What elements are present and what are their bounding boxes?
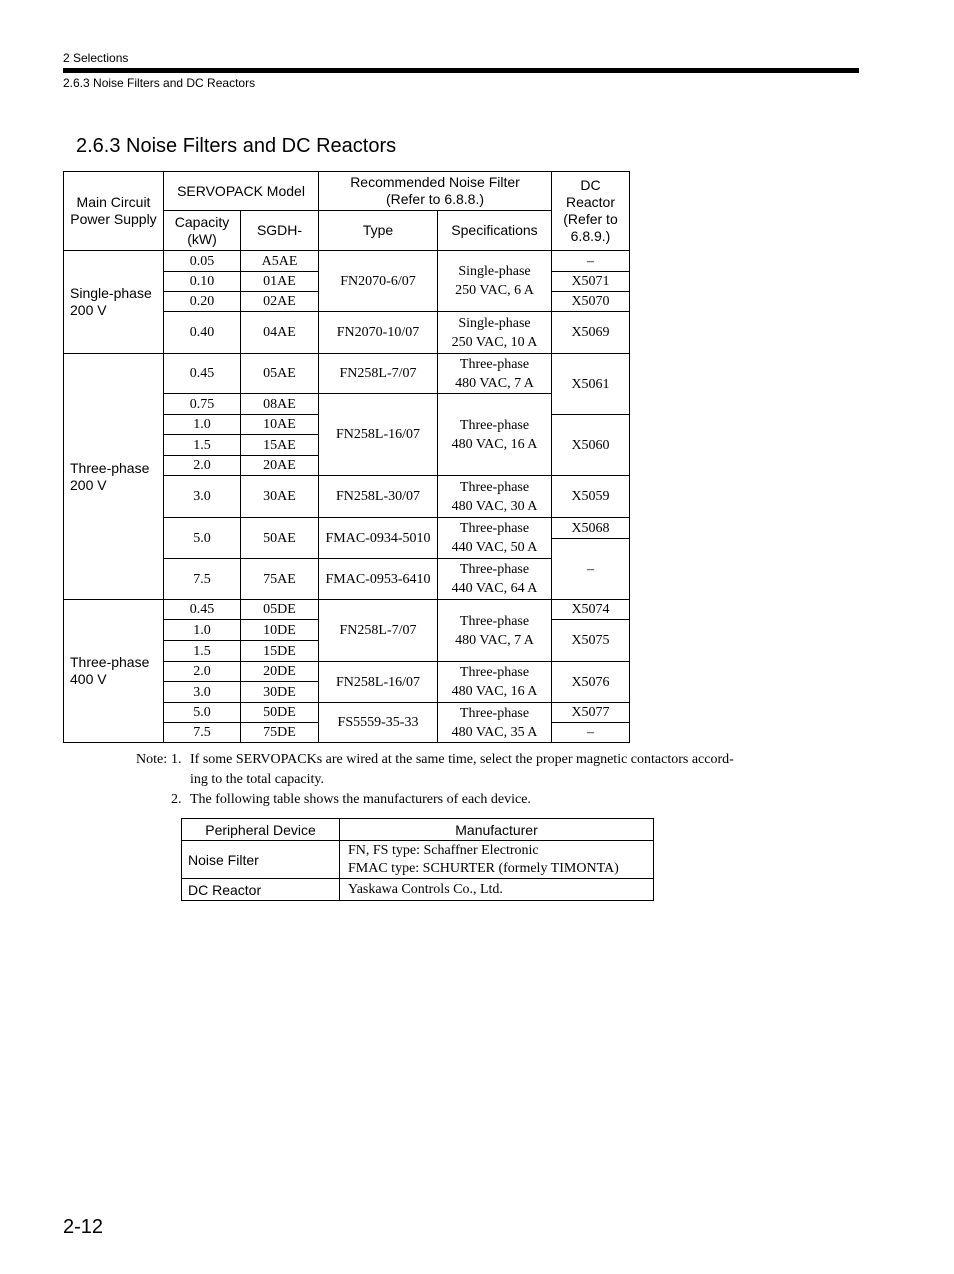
- filter-type-cell: FN2070-6/07: [319, 251, 438, 312]
- section-title: 2.6.3 Noise Filters and DC Reactors: [76, 135, 397, 157]
- spec-cell: [438, 600, 552, 662]
- capacity-cell: 0.40: [164, 312, 241, 354]
- capacity-cell: 0.45: [164, 354, 241, 394]
- spec-rating: 480 VAC, 16 A: [451, 436, 538, 452]
- header-peripheral-device: Peripheral Device: [182, 819, 340, 841]
- spec-cell: [438, 518, 552, 559]
- page-number: 2-12: [63, 1216, 104, 1238]
- model-cell: 10DE: [241, 620, 319, 641]
- spec-rating: 250 VAC, 6 A: [455, 283, 534, 298]
- capacity-cell: 1.5: [164, 641, 241, 662]
- capacity-cell: 0.45: [164, 600, 241, 620]
- note-label: Note:: [136, 752, 168, 767]
- model-cell: 20DE: [241, 662, 319, 682]
- manufacturer-table: [181, 818, 654, 901]
- note-number: 2.: [171, 792, 182, 807]
- spec-rating: 250 VAC, 10 A: [451, 334, 538, 350]
- capacity-cell: 0.20: [164, 292, 241, 312]
- note-number: 1.: [171, 752, 182, 767]
- model-cell: 20AE: [241, 456, 319, 476]
- filter-type-cell: FMAC-0934-5010: [319, 518, 438, 559]
- header-supply: Main Circuit Power Supply: [64, 172, 164, 251]
- spec-rating: 440 VAC, 64 A: [451, 581, 538, 596]
- spec-phase: Three-phase: [459, 613, 530, 629]
- model-cell: 75DE: [241, 723, 319, 743]
- model-cell: 05DE: [241, 600, 319, 620]
- spec-rating: 480 VAC, 7 A: [455, 375, 534, 391]
- capacity-cell: 1.0: [164, 415, 241, 435]
- model-cell: 08AE: [241, 394, 319, 415]
- capacity-cell: 2.0: [164, 456, 241, 476]
- capacity-cell: 0.05: [164, 251, 241, 272]
- spec-cell: [438, 559, 552, 600]
- device-cell: DC Reactor: [182, 879, 340, 901]
- spec-cell: [438, 251, 552, 312]
- reactor-cell: –: [552, 251, 630, 272]
- capacity-cell: 0.10: [164, 272, 241, 292]
- reactor-cell: X5068: [552, 518, 630, 539]
- group-three-phase-400v: Three-phase 400 V: [64, 600, 164, 743]
- maker-line: FMAC type: SCHURTER (formely TIMONTA): [348, 860, 619, 876]
- header-type: Type: [319, 211, 438, 251]
- filter-type-cell: FMAC-0953-6410: [319, 559, 438, 600]
- capacity-cell: 3.0: [164, 476, 241, 518]
- header-dc-reactor-label: DC Reactor: [565, 177, 616, 210]
- filter-type-cell: FN258L-30/07: [319, 476, 438, 518]
- maker-cell: Yaskawa Controls Co., Ltd.: [340, 879, 654, 901]
- maker-line: FN, FS type: Schaffner Electronic: [348, 842, 539, 858]
- model-cell: 02AE: [241, 292, 319, 312]
- header-sgdh: SGDH-: [241, 211, 319, 251]
- spec-phase: Three-phase: [459, 479, 530, 495]
- spec-cell: [438, 476, 552, 518]
- spec-phase: Single-phase: [458, 264, 531, 279]
- header-dc-reactor-ref: (Refer to 6.8.9.): [563, 211, 618, 244]
- header-capacity: Capacity (kW): [164, 211, 241, 251]
- reactor-cell: –: [552, 723, 630, 743]
- spec-phase: Three-phase: [459, 665, 530, 680]
- reactor-cell: X5076: [552, 662, 630, 703]
- filter-type-cell: FN258L-7/07: [319, 600, 438, 662]
- spec-phase: Three-phase: [459, 705, 530, 721]
- model-cell: 10AE: [241, 415, 319, 435]
- reactor-cell: X5070: [552, 292, 630, 312]
- spec-phase: Three-phase: [459, 562, 530, 577]
- device-cell: Noise Filter: [182, 841, 340, 879]
- header-specifications: Specifications: [438, 211, 552, 251]
- header-noise-filter-label: Recommended Noise Filter: [350, 174, 520, 190]
- group-single-phase-200v: Single-phase 200 V: [64, 251, 164, 354]
- model-cell: 04AE: [241, 312, 319, 354]
- header-noise-filter-ref: (Refer to 6.8.8.): [385, 191, 485, 207]
- reactor-cell: X5075: [552, 620, 630, 662]
- maker-cell: [340, 841, 654, 879]
- filter-type-cell: FN258L-16/07: [319, 662, 438, 703]
- header-rule: [63, 68, 859, 73]
- model-cell: 15DE: [241, 641, 319, 662]
- header-noise-filter: [319, 172, 552, 211]
- spec-phase: Three-phase: [459, 521, 530, 536]
- spec-phase: Three-phase: [459, 356, 530, 372]
- running-header-chapter: 2 Selections: [63, 51, 129, 65]
- capacity-cell: 2.0: [164, 662, 241, 682]
- model-cell: 50DE: [241, 703, 319, 723]
- group-three-phase-200v: Three-phase 200 V: [64, 354, 164, 600]
- reactor-cell: X5071: [552, 272, 630, 292]
- capacity-cell: 1.5: [164, 435, 241, 456]
- note-item: [136, 790, 756, 810]
- capacity-cell: 1.0: [164, 620, 241, 641]
- model-cell: A5AE: [241, 251, 319, 272]
- note-line: If some SERVOPACKs are wired at the same time, select the proper magnetic contactors accord-: [190, 752, 734, 767]
- notes: [136, 750, 756, 810]
- model-cell: 30AE: [241, 476, 319, 518]
- capacity-cell: 7.5: [164, 559, 241, 600]
- filter-type-cell: FN2070-10/07: [319, 312, 438, 354]
- model-cell: 75AE: [241, 559, 319, 600]
- running-header-section: 2.6.3 Noise Filters and DC Reactors: [63, 76, 256, 90]
- spec-cell: [438, 394, 552, 476]
- filter-type-cell: FN258L-16/07: [319, 394, 438, 476]
- note-text: [190, 750, 756, 790]
- model-cell: 50AE: [241, 518, 319, 559]
- reactor-cell: X5061: [552, 354, 630, 415]
- note-text: The following table shows the manufacturers of each device.: [190, 792, 531, 807]
- spec-phase: Three-phase: [459, 417, 530, 433]
- spec-rating: 440 VAC, 50 A: [451, 540, 538, 555]
- model-cell: 30DE: [241, 682, 319, 703]
- header-dc-reactor: [552, 172, 630, 251]
- reactor-cell: X5059: [552, 476, 630, 518]
- model-cell: 01AE: [241, 272, 319, 292]
- spec-cell: [438, 354, 552, 394]
- reactor-cell: X5074: [552, 600, 630, 620]
- reactor-cell: X5060: [552, 415, 630, 476]
- capacity-cell: 5.0: [164, 703, 241, 723]
- model-cell: 15AE: [241, 435, 319, 456]
- filter-type-cell: FS5559-35-33: [319, 703, 438, 743]
- capacity-cell: 0.75: [164, 394, 241, 415]
- reactor-cell: –: [552, 539, 630, 600]
- capacity-cell: 5.0: [164, 518, 241, 559]
- capacity-cell: 7.5: [164, 723, 241, 743]
- reactor-cell: X5077: [552, 703, 630, 723]
- filter-type-cell: FN258L-7/07: [319, 354, 438, 394]
- spec-cell: [438, 703, 552, 743]
- capacity-cell: 3.0: [164, 682, 241, 703]
- header-servopack-model: SERVOPACK Model: [164, 172, 319, 211]
- spec-rating: 480 VAC, 30 A: [451, 498, 538, 514]
- noise-filter-table: [63, 171, 630, 743]
- spec-cell: [438, 312, 552, 354]
- note-item: [136, 750, 756, 790]
- spec-rating: 480 VAC, 16 A: [451, 684, 538, 699]
- spec-rating: 480 VAC, 7 A: [455, 632, 534, 648]
- reactor-cell: X5069: [552, 312, 630, 354]
- spec-cell: [438, 662, 552, 703]
- header-manufacturer: Manufacturer: [340, 819, 654, 841]
- spec-phase: Single-phase: [458, 315, 531, 331]
- note-line: ing to the total capacity.: [190, 772, 324, 787]
- model-cell: 05AE: [241, 354, 319, 394]
- spec-rating: 480 VAC, 35 A: [451, 724, 538, 740]
